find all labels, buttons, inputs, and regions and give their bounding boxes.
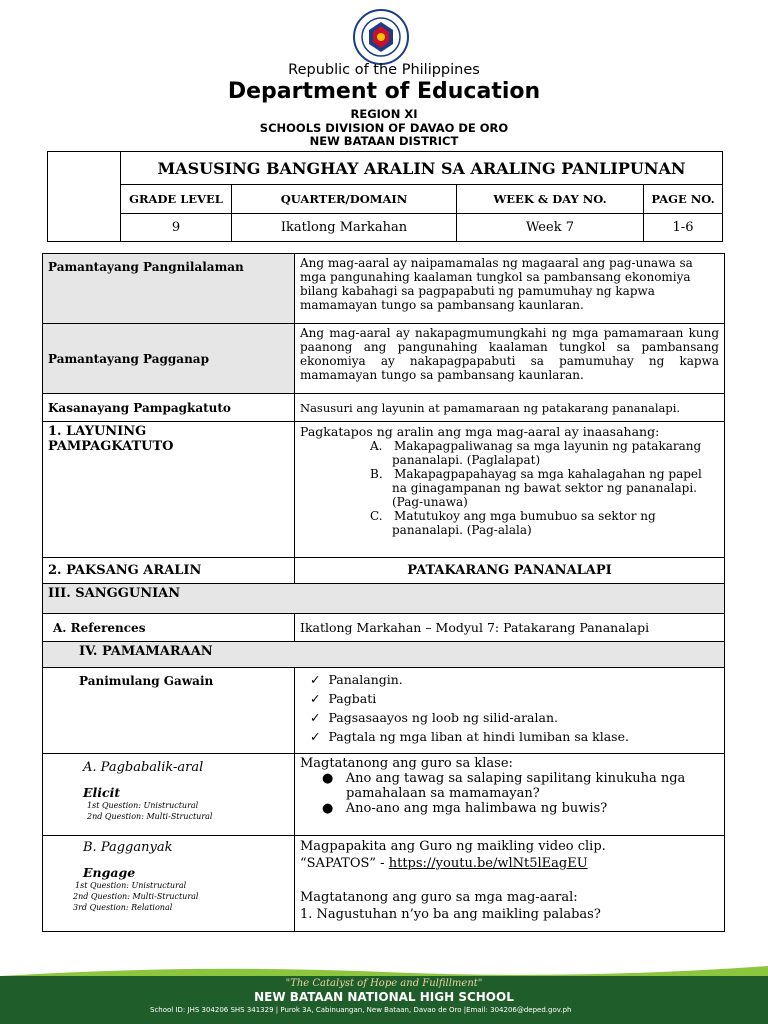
list-item: ● Ano-ano ang mga halimbawa ng buwis?: [322, 801, 608, 816]
division-line: SCHOOLS DIVISION OF DAVAO DE ORO: [259, 121, 509, 135]
district-line: NEW BATAAN DISTRICT: [309, 134, 459, 148]
region-line: REGION XI: [350, 107, 418, 121]
pamamaraan-heading: IV. PAMAMARAAN: [43, 642, 725, 668]
list-item: A. Makapagpaliwanag sa mga layunin ng patakarang pananalapi. (Paglalapat): [370, 439, 702, 467]
republic-line: Republic of the Philippines: [288, 62, 480, 78]
footer-school-name: NEW BATAAN NATIONAL HIGH SCHOOL: [254, 990, 514, 1004]
panimula-list: [300, 670, 719, 746]
header-grade-level: GRADE LEVEL: [121, 185, 232, 214]
balik-q1: 1st Question: Unistructural: [87, 801, 199, 810]
bullet-icon: ●: [322, 801, 334, 816]
kasanayan-label: Kasanayang Pampagkatuto: [43, 394, 295, 422]
ganyak-label: B. Pagganyak: [83, 840, 173, 855]
balik-list: [300, 771, 719, 816]
ganyak-line4: 1. Nagustuhan n’yo ba ang maikling palabas?: [300, 907, 601, 922]
sanggunian-heading: III. SANGGUNIAN: [43, 584, 725, 614]
check-icon: ✓: [310, 710, 321, 725]
ganyak-sub: Engage: [83, 865, 136, 880]
value-quarter-domain: Ikatlong Markahan: [232, 214, 457, 242]
footer-banner: [0, 962, 768, 1024]
list-item: C. Matutukoy ang mga bumubuo sa sektor ng pananalapi. (Pag-alala): [370, 509, 656, 537]
lesson-plan-table: [42, 253, 725, 932]
balik-sub: Elicit: [83, 785, 121, 800]
ganyak-line2: “SAPATOS” - https://youtu.be/wlNt5lEagEU: [300, 856, 588, 871]
kasanayan-text: Nasusuri ang layunin at pamamaraan ng patakarang pananalapi.: [295, 394, 725, 422]
lesson-plan-title: MASUSING BANGHAY ARALIN SA ARALING PANLIPUNAN: [121, 152, 723, 185]
layunin-label: [43, 422, 295, 558]
ganyak-q2: 2nd Question: Multi-Structural: [73, 892, 199, 901]
value-week-day: Week 7: [457, 214, 644, 242]
list-item: ✓ Panalangin.: [310, 672, 403, 687]
bullet-icon: ●: [322, 771, 334, 786]
footer-contact-info: School ID: JHS 304206 SHS 341329 | Purok 3A, Cabinuangan, New Bataan, Davao de Oro |Email: 304206@deped.gov.ph: [150, 1006, 572, 1014]
references-label: A. References: [43, 614, 295, 642]
layunin-content: [295, 422, 725, 558]
panimula-content: [295, 668, 725, 754]
header-quarter-domain: QUARTER/DOMAIN: [232, 185, 457, 214]
ganyak-q3: 3rd Question: Relational: [73, 903, 173, 912]
department-title: Department of Education: [227, 79, 541, 104]
header-page-no: PAGE NO.: [644, 185, 723, 214]
blank-cell: [48, 152, 121, 242]
balik-content: [295, 754, 725, 836]
pangnilalaman-text: Ang mag-aaral ay naipamamalas ng magaaral ang pag-unawa sa mga pangunahing kaalaman tungkol sa pambansang ekonomiya bilang kabahagi sa pagpapabuti ng pamumuhay ng kapwa mamamayan tungo sa pambansang kaunlaran.: [295, 254, 725, 324]
check-icon: ✓: [310, 691, 321, 706]
list-item: ✓ Pagsasaayos ng loob ng silid-aralan.: [310, 710, 558, 725]
list-item: ✓ Pagbati: [310, 691, 377, 706]
value-grade-level: 9: [121, 214, 232, 242]
pagganap-label: Pamantayang Pagganap: [43, 324, 295, 394]
header-week-day: WEEK & DAY NO.: [457, 185, 644, 214]
ganyak-line3: Magtatanong ang guro sa mga mag-aaral:: [300, 890, 578, 905]
check-icon: ✓: [310, 729, 321, 744]
video-link[interactable]: https://youtu.be/wlNt5lEagEU: [388, 856, 588, 871]
check-icon: ✓: [310, 672, 321, 687]
layunin-list: [300, 439, 719, 537]
pangnilalaman-label: Pamantayang Pangnilalaman: [43, 254, 295, 324]
value-page-no: 1-6: [644, 214, 723, 242]
ganyak-label-cell: [43, 836, 295, 932]
panimula-label: Panimulang Gawain: [43, 668, 295, 754]
pagganap-text: Ang mag-aaral ay nakapagmumungkahi ng mga pamamaraan kung paanong ang pangunahing kaalaman tungkol sa pambansang ekonomiya ay nakapagpapabuti sa pamumuhay ng kapwa mamamayan tungo sa pambansang kaunlaran.: [295, 324, 725, 394]
deped-seal-icon: [348, 8, 414, 66]
list-item: ● Ano ang tawag sa salaping sapilitang kinukuha nga pamahalaan sa mamamayan?: [322, 771, 686, 801]
paksa-label: 2. PAKSANG ARALIN: [43, 558, 295, 584]
ganyak-line1: Magpapakita ang Guro ng maikling video clip.: [300, 839, 606, 854]
paksa-text: PATAKARANG PANANALAPI: [295, 558, 725, 584]
references-text: Ikatlong Markahan – Modyul 7: Patakarang Pananalapi: [295, 614, 725, 642]
balik-intro: Magtatanong ang guro sa klase:: [300, 756, 513, 771]
ganyak-q1: 1st Question: Unistructural: [75, 881, 187, 890]
balik-label-cell: [43, 754, 295, 836]
layunin-label-line1: 1. LAYUNING: [48, 424, 147, 439]
list-item: ✓ Pagtala ng mga liban at hindi lumiban sa klase.: [310, 729, 629, 744]
layunin-intro: Pagkatapos ng aralin ang mga mag-aaral ay inaasahang:: [300, 424, 660, 439]
layunin-label-line2: PAMPAGKATUTO: [48, 439, 174, 454]
lesson-header-table: [47, 151, 723, 242]
balik-label: A. Pagbabalik-aral: [83, 760, 204, 775]
list-item: B. Makapagpapahayag sa mga kahalagahan ng papel na ginagampanan ng bawat sektor ng pananalapi. (Pag-unawa): [370, 467, 702, 509]
footer-tagline: "The Catalyst of Hope and Fulfillment": [285, 978, 483, 989]
balik-q2: 2nd Question: Multi-Structural: [87, 812, 213, 821]
ganyak-content: [295, 836, 725, 932]
